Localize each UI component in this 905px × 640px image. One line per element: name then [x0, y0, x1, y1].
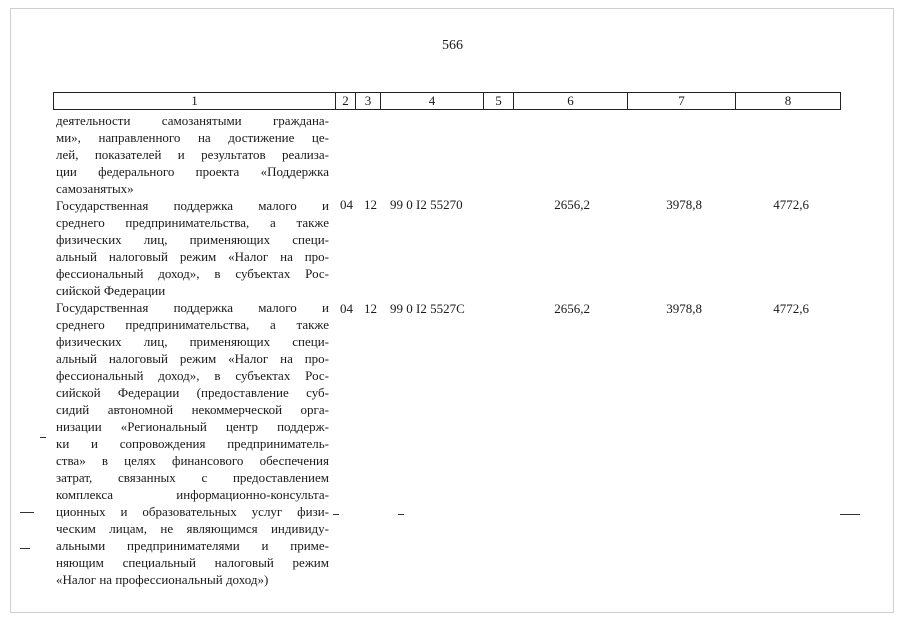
scan-speck — [20, 548, 30, 549]
row-2-value-col8: 4772,6 — [773, 301, 809, 316]
scan-speck — [398, 514, 404, 515]
text-line: самозанятых» — [56, 181, 134, 196]
row-1-section-code: 04 — [340, 197, 353, 212]
scan-speck — [333, 514, 339, 515]
page-number: 566 — [442, 38, 463, 53]
text-line: ми», направленного на достижение це- — [56, 130, 329, 145]
text-line: альный налоговый режим «Налог на про- — [56, 351, 329, 366]
scan-speck — [40, 437, 46, 438]
text-line: фессиональный доход», в субъектах Рос- — [56, 266, 329, 281]
text-line: низации «Региональный центр поддерж- — [56, 419, 329, 434]
text-line: альными предпринимателями и приме- — [56, 538, 329, 553]
column-header-4: 4 — [381, 93, 484, 109]
text-line: Государственная поддержка малого и — [56, 300, 329, 315]
column-header-7: 7 — [628, 93, 736, 109]
text-line: ции федерального проекта «Поддержка — [56, 164, 329, 179]
row-1-subsection-code: 12 — [364, 197, 377, 212]
column-header-8: 8 — [784, 93, 792, 108]
text-line: сийской Федерации (предоставление суб- — [56, 385, 329, 400]
text-line: физических лиц, применяющих специ- — [56, 232, 329, 247]
scan-speck — [20, 512, 34, 513]
column-header-5: 5 — [484, 93, 514, 109]
text-line: деятельности самозанятыми граждана- — [56, 113, 329, 128]
column-header-2: 2 — [336, 93, 356, 109]
row-2-section-code: 04 — [340, 301, 353, 316]
text-line: альный налоговый режим «Налог на про- — [56, 249, 329, 264]
text-line: няющим специальный налоговый режим — [56, 555, 329, 570]
text-line: лей, показателей и результатов реализа- — [56, 147, 329, 162]
row-2-subsection-code: 12 — [364, 301, 377, 316]
text-line: ческим лицам, не являющимся индивиду- — [56, 521, 329, 536]
text-line: физических лиц, применяющих специ- — [56, 334, 329, 349]
text-line: среднего предпринимательства, а также — [56, 317, 329, 332]
column-header-1: 1 — [54, 93, 336, 109]
table-header-row — [53, 92, 841, 110]
row-2-value-col6: 2656,2 — [554, 301, 590, 316]
continuation-text — [56, 112, 329, 197]
text-line: ства» в целях финансового обеспечения — [56, 453, 329, 468]
text-line: среднего предпринимательства, а также — [56, 215, 329, 230]
row-1-value-col6: 2656,2 — [554, 197, 590, 212]
column-header-6: 6 — [514, 93, 628, 109]
text-line: Государственная поддержка малого и — [56, 198, 329, 213]
row-2-value-col7: 3978,8 — [666, 301, 702, 316]
row-1-description — [56, 197, 329, 299]
text-line: сидий автономной некоммерческой орга- — [56, 402, 329, 417]
column-header-3: 3 — [356, 93, 381, 109]
text-line: затрат, связанных с предоставлением — [56, 470, 329, 485]
text-line: фессиональный доход», в субъектах Рос- — [56, 368, 329, 383]
row-2-description — [56, 299, 329, 588]
text-line: «Налог на профессиональный доход») — [56, 572, 269, 587]
text-line: ционных и образовательных услуг физи- — [56, 504, 329, 519]
text-line: комплекса информационно-консульта- — [56, 487, 329, 502]
row-1-value-col8: 4772,6 — [773, 197, 809, 212]
row-1-target-article: 99 0 I2 55270 — [390, 197, 463, 212]
text-line: ки и сопровождения предприниматель- — [56, 436, 329, 451]
row-2-target-article: 99 0 I2 5527С — [390, 301, 465, 316]
scan-speck — [840, 514, 860, 515]
text-line: сийской Федерации — [56, 283, 166, 298]
row-1-value-col7: 3978,8 — [666, 197, 702, 212]
